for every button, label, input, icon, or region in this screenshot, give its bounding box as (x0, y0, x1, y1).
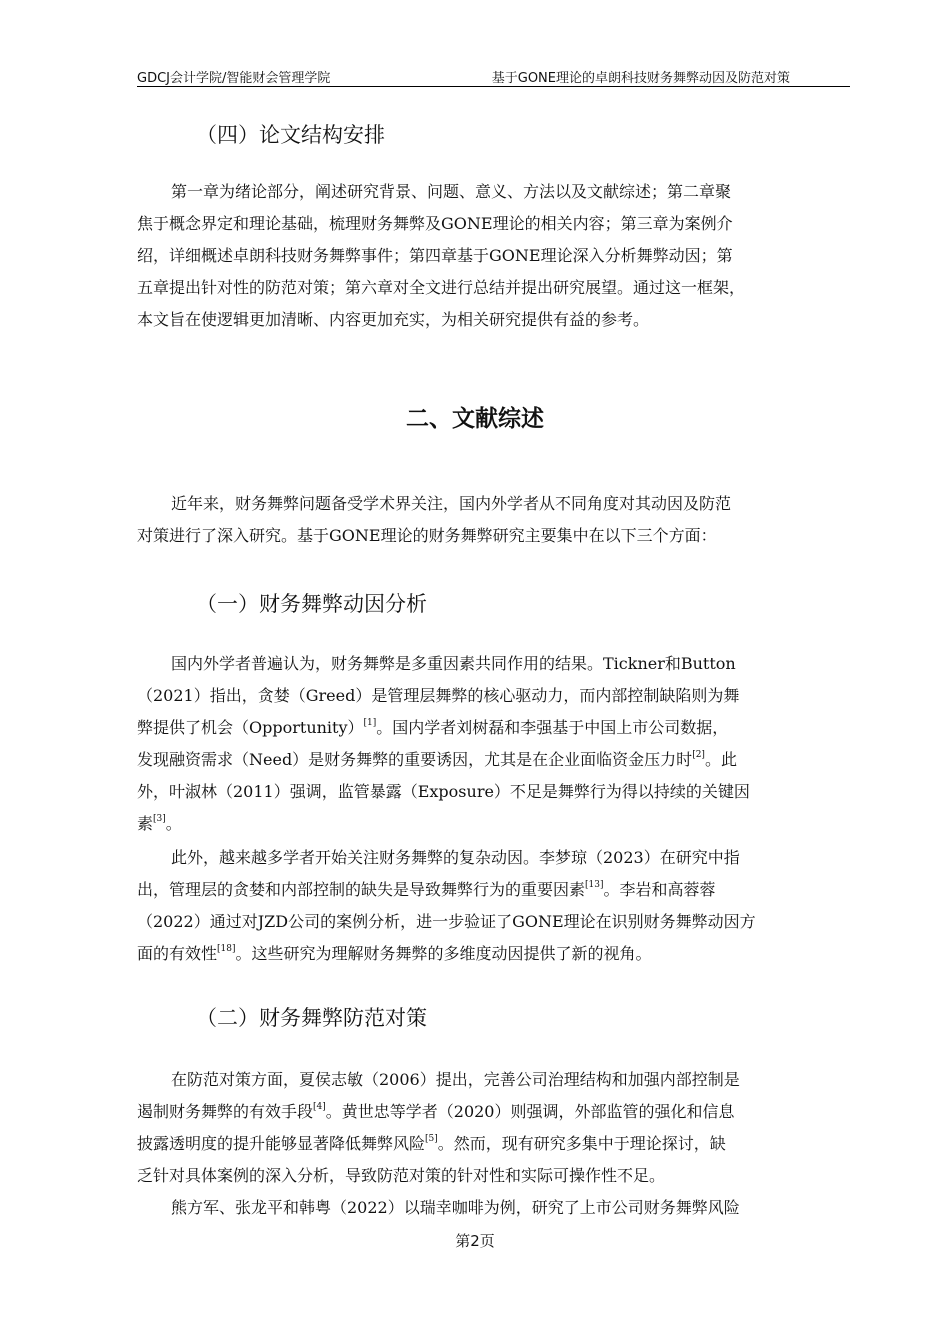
citation-ref: [1] (363, 718, 377, 728)
text-span: 面的有效性 (137, 944, 218, 963)
page-number: 第2页 (455, 1232, 495, 1250)
paragraph-structure (137, 176, 850, 336)
text-span: 。此 (704, 750, 737, 769)
paragraph-prevention-2 (137, 1192, 850, 1224)
text-line: 外，叶淑林（2011）强调，监管暴露（Exposure）不足是舞弊行为得以持续的关键因 (137, 782, 750, 801)
text-line (137, 938, 850, 970)
text-span: 遏制财务舞弊的有效手段 (137, 1102, 314, 1121)
citation-ref: [4] (313, 1102, 326, 1112)
paragraph-motive-1 (137, 648, 850, 840)
citation-ref: [5] (425, 1134, 438, 1144)
text-line (137, 808, 850, 840)
text-line (137, 1128, 850, 1160)
text-span: 。黄世忠等学者（2020）则强调，外部监管的强化和信息 (325, 1102, 735, 1121)
text-span: 发现融资需求（Need）是财务舞弊的重要诱因，尤其是在企业面临资金压力时 (137, 750, 693, 769)
text-span: 。国内学者刘树磊和李强基于中国上市公司数据， (376, 718, 729, 737)
running-header (137, 66, 850, 87)
text-line: 国内外学者普遍认为，财务舞弊是多重因素共同作用的结果。Tickner和Button (171, 654, 736, 673)
chapter-heading-literature-review: 二、文献综述 (406, 406, 544, 432)
text-span: 。李岩和高蓉蓉 (603, 880, 716, 899)
section-heading-prevention: （二）财务舞弊防范对策 (196, 1006, 427, 1030)
header-thesis-title: 基于GONE理论的卓朗科技财务舞弊动因及防范对策 (491, 71, 790, 86)
text-line: （2021）指出，贪婪（Greed）是管理层舞弊的核心驱动力，而内部控制缺陷则为舞 (137, 686, 740, 705)
text-span: 。然而，现有研究多集中于理论探讨，缺 (437, 1134, 726, 1153)
text-line: 本文旨在使逻辑更加清晰、内容更加充实，为相关研究提供有益的参考。 (137, 310, 650, 329)
text-line: 焦于概念界定和理论基础，梳理财务舞弊及GONE理论的相关内容；第三章为案例介 (137, 214, 733, 233)
section-heading-motive-analysis: （一）财务舞弊动因分析 (196, 592, 427, 616)
text-span: 。 (165, 814, 182, 833)
text-line (137, 874, 850, 906)
text-line: 五章提出针对性的防范对策；第六章对全文进行总结并提出研究展望。通过这一框架， (137, 278, 746, 297)
text-line: （2022）通过对JZD公司的案例分析，进一步验证了GONE理论在识别财务舞弊动因方 (137, 912, 756, 931)
text-line: 第一章为绪论部分，阐述研究背景、问题、意义、方法以及文献综述；第二章聚 (171, 182, 732, 201)
text-span: 弊提供了机会（Opportunity） (137, 718, 364, 737)
text-span: 出，管理层的贪婪和内部控制的缺失是导致舞弊行为的重要因素 (137, 880, 586, 899)
citation-ref: [2] (692, 750, 705, 760)
text-line: 对策进行了深入研究。基于GONE理论的财务舞弊研究主要集中在以下三个方面： (137, 526, 717, 545)
paragraph-prevention-1 (137, 1064, 850, 1192)
citation-ref: [18] (217, 944, 236, 954)
text-line: 在防范对策方面，夏侯志敏（2006）提出，完善公司治理结构和加强内部控制是 (171, 1070, 740, 1089)
text-line: 此外，越来越多学者开始关注财务舞弊的复杂动因。李梦琼（2023）在研究中指 (171, 848, 740, 867)
text-line (137, 1096, 850, 1128)
text-line: 近年来，财务舞弊问题备受学术界关注，国内外学者从不同角度对其动因及防范 (171, 494, 732, 513)
text-line: 熊方军、张龙平和韩粤（2022）以瑞幸咖啡为例，研究了上市公司财务舞弊风险 (171, 1198, 740, 1217)
citation-ref: [3] (153, 814, 166, 824)
paragraph-review-intro (137, 488, 850, 552)
text-line: 乏针对具体案例的深入分析，导致防范对策的针对性和实际可操作性不足。 (137, 1166, 666, 1185)
paragraph-motive-2 (137, 842, 850, 970)
header-institution: GDCJ会计学院/智能财会管理学院 (137, 71, 331, 86)
text-line (137, 712, 850, 744)
text-span: 素 (137, 814, 154, 833)
text-span: 披露透明度的提升能够显著降低舞弊风险 (137, 1134, 426, 1153)
citation-ref: [13] (585, 880, 604, 890)
text-line (137, 744, 850, 776)
text-span: 。这些研究为理解财务舞弊的多维度动因提供了新的视角。 (235, 944, 652, 963)
text-line: 绍，详细概述卓朗科技财务舞弊事件；第四章基于GONE理论深入分析舞弊动因；第 (137, 246, 733, 265)
section-heading-structure: （四）论文结构安排 (196, 123, 385, 147)
